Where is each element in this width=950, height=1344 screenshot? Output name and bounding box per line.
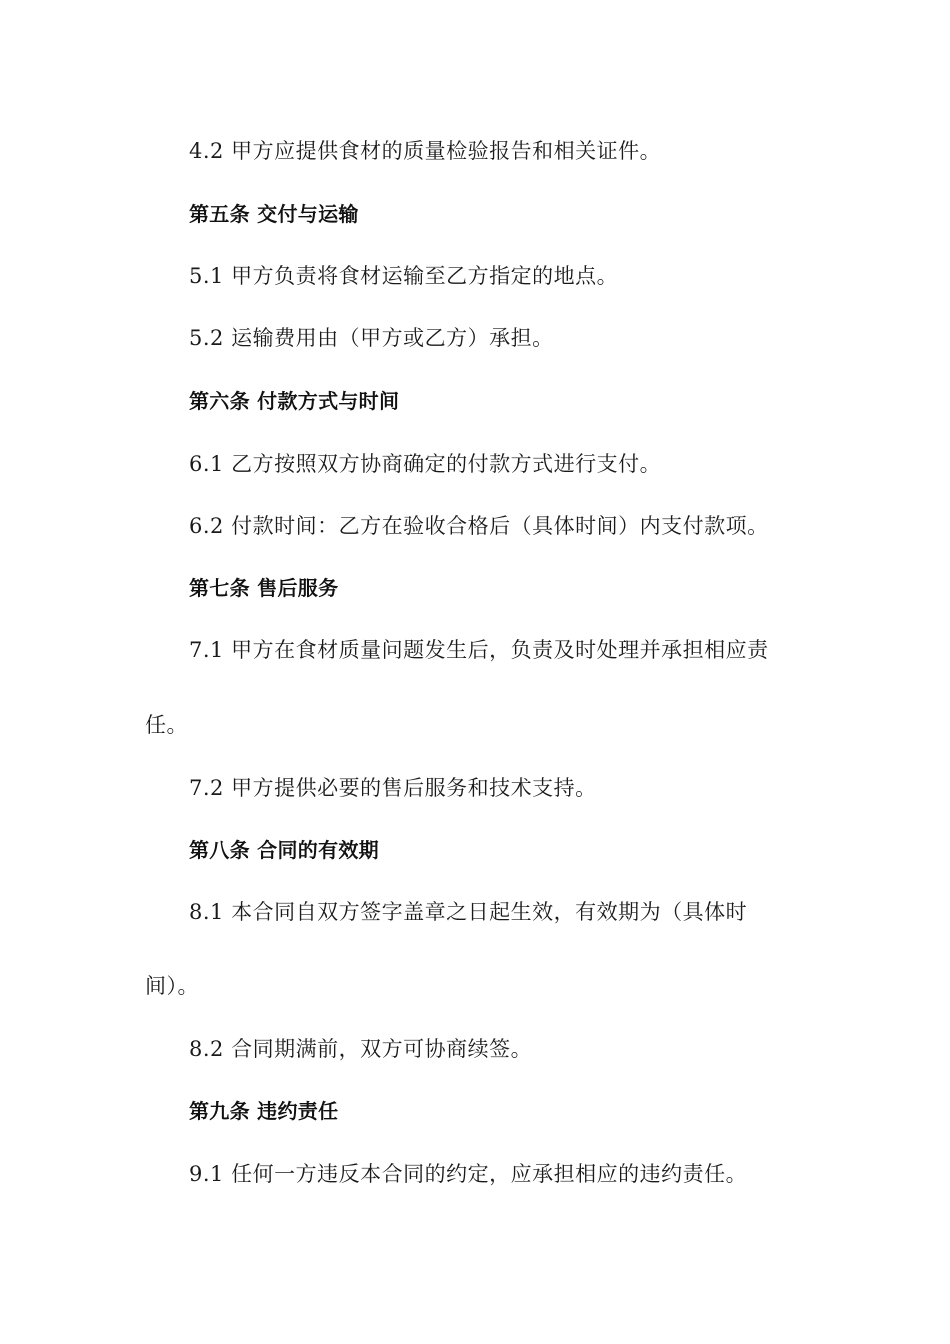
article-7-heading: 第七条 售后服务 — [189, 576, 339, 600]
clause-4-2: 4.2 甲方应提供食材的质量检验报告和相关证件。 — [189, 139, 662, 163]
clause-5-2: 5.2 运输费用由（甲方或乙方）承担。 — [189, 326, 554, 350]
clause-6-2: 6.2 付款时间：乙方在验收合格后（具体时间）内支付款项。 — [189, 514, 769, 538]
clause-7-2: 7.2 甲方提供必要的售后服务和技术支持。 — [189, 776, 597, 800]
clause-7-1-continuation: 任。 — [145, 713, 188, 737]
article-9-heading: 第九条 违约责任 — [189, 1099, 339, 1123]
clause-8-1-continuation: 间）。 — [145, 974, 199, 998]
article-5-heading: 第五条 交付与运输 — [189, 202, 359, 226]
clause-7-1: 7.1 甲方在食材质量问题发生后，负责及时处理并承担相应责 — [189, 638, 769, 662]
clause-8-1: 8.1 本合同自双方签字盖章之日起生效，有效期为（具体时 — [189, 900, 748, 924]
article-6-heading: 第六条 付款方式与时间 — [189, 389, 400, 413]
article-8-heading: 第八条 合同的有效期 — [189, 838, 379, 862]
clause-9-1: 9.1 任何一方违反本合同的约定，应承担相应的违约责任。 — [189, 1162, 748, 1186]
clause-8-2: 8.2 合同期满前，双方可协商续签。 — [189, 1037, 533, 1061]
clause-5-1: 5.1 甲方负责将食材运输至乙方指定的地点。 — [189, 264, 619, 288]
clause-6-1: 6.1 乙方按照双方协商确定的付款方式进行支付。 — [189, 452, 662, 476]
